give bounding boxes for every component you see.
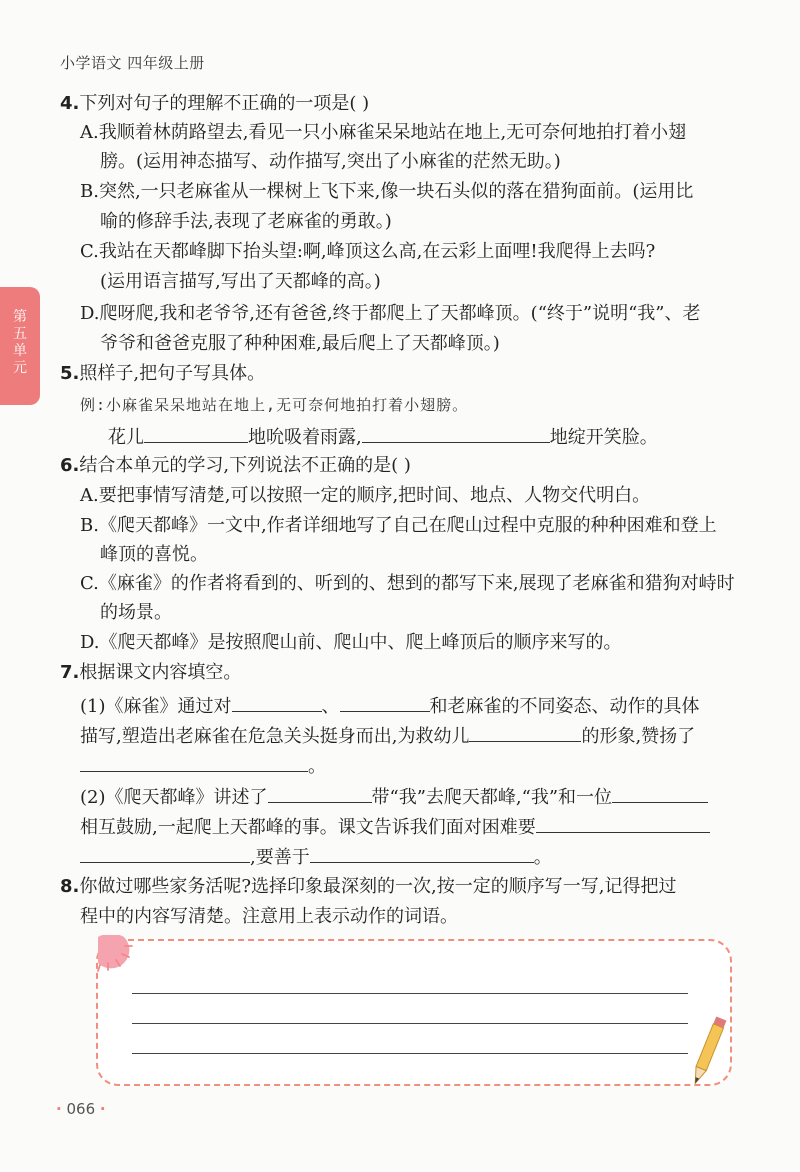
q7-text: 带“我”去爬天都峰,“我”和一位 — [371, 787, 613, 808]
q7-text: ,要善于 — [250, 847, 310, 868]
q7-text: 相互鼓励,一起爬上天都峰的事。课文告诉我们面对困难要 — [80, 817, 536, 838]
question-6-stem — [60, 454, 411, 478]
q7-text: 的形象,赞扬了 — [581, 726, 696, 747]
question-number: 7. — [60, 662, 80, 683]
answer-blank[interactable] — [80, 844, 250, 863]
sun-icon — [96, 935, 136, 975]
q7-text: (2)《爬天都峰》讲述了 — [80, 787, 268, 808]
answer-blank[interactable] — [536, 814, 710, 833]
unit-side-tab-label: 第五单元 — [13, 309, 27, 376]
answer-blank[interactable] — [469, 723, 581, 742]
writing-box[interactable] — [96, 939, 732, 1086]
q4-option-b-line2: 喻的修辞手法,表现了老麻雀的勇敢。) — [100, 211, 392, 232]
question-text: 结合本单元的学习,下列说法不正确的是( ) — [79, 455, 411, 476]
question-7-stem — [60, 661, 241, 685]
question-number: 6. — [60, 455, 80, 476]
q5-part-3: 地绽开笑脸。 — [549, 427, 658, 448]
writing-line[interactable] — [132, 993, 688, 994]
answer-blank[interactable] — [340, 693, 430, 712]
answer-blank[interactable] — [232, 693, 322, 712]
question-number: 5. — [60, 363, 80, 384]
q5-part-1: 花儿 — [108, 427, 144, 448]
answer-blank[interactable] — [612, 784, 708, 803]
writing-line[interactable] — [132, 1023, 688, 1024]
q7-sub2-line1 — [80, 784, 708, 810]
answer-blank[interactable] — [144, 424, 248, 443]
question-8-line2: 程中的内容写清楚。注意用上表示动作的词语。 — [80, 906, 458, 927]
question-text: 下列对句子的理解不正确的一项是( ) — [79, 93, 370, 114]
q7-sub1-line2 — [80, 723, 695, 749]
q7-text: 和老麻雀的不同姿态、动作的具体 — [429, 696, 700, 717]
q7-text: 。 — [533, 847, 552, 868]
q6-option-a: A.要把事情写清楚,可以按照一定的顺序,把时间、地点、人物交代明白。 — [80, 485, 651, 506]
question-text: 照样子,把句子写具体。 — [79, 363, 266, 384]
book-title: 小学语文 四年级上册 — [60, 54, 205, 72]
question-8-line1 — [60, 875, 676, 899]
q7-text: 、 — [321, 696, 340, 717]
answer-blank[interactable] — [310, 844, 534, 863]
q7-text: 。 — [308, 756, 326, 777]
q4-option-c-line2: (运用语言描写,写出了天都峰的高。) — [100, 271, 381, 292]
pencil-icon — [688, 1014, 728, 1092]
q4-option-a-line2: 膀。(运用神态描写、动作描写,突出了小麻雀的茫然无助。) — [100, 151, 561, 172]
q5-fill-sentence — [108, 424, 658, 450]
page-number-text: 066 — [66, 1100, 96, 1118]
q7-text: 描写,塑造出老麻雀在危急关头挺身而出,为救幼儿 — [80, 726, 470, 747]
writing-line[interactable] — [132, 1053, 688, 1054]
q7-text: (1)《麻雀》通过对 — [80, 696, 232, 717]
q6-option-c-line2: 的场景。 — [100, 602, 172, 623]
q7-sub2-line2 — [80, 814, 710, 840]
q4-option-b-line1: B.突然,一只老麻雀从一棵树上飞下来,像一块石头似的落在猎狗面前。(运用比 — [80, 181, 694, 202]
question-number: 4. — [60, 93, 80, 114]
q6-option-b-line2: 峰顶的喜悦。 — [100, 544, 208, 565]
question-number: 8. — [60, 876, 80, 897]
q7-sub1-line1 — [80, 693, 700, 719]
q6-option-d: D.《爬天都峰》是按照爬山前、爬山中、爬上峰顶后的顺序来写的。 — [80, 632, 622, 653]
question-5-stem — [60, 362, 265, 386]
q6-option-c-line1: C.《麻雀》的作者将看到的、听到的、想到的都写下来,展现了老麻雀和猎狗对峙时 — [80, 573, 735, 594]
question-4-stem — [60, 92, 369, 116]
page-number-dot: · — [99, 1100, 106, 1118]
q5-example: 例:小麻雀呆呆地站在地上,无可奈何地拍打着小翅膀。 — [80, 396, 469, 414]
answer-blank[interactable] — [268, 784, 372, 803]
q4-option-d-line2: 爷爷和爸爸克服了种种困难,最后爬上了天都峰顶。) — [100, 333, 500, 354]
question-text: 根据课文内容填空。 — [79, 662, 242, 683]
unit-side-tab — [0, 287, 40, 405]
page-number-dot: · — [56, 1100, 62, 1118]
answer-blank[interactable] — [362, 424, 550, 443]
page-number — [56, 1100, 106, 1118]
q4-option-c-line1: C.我站在天都峰脚下抬头望:啊,峰顶这么高,在云彩上面哩!我爬得上去吗? — [80, 241, 656, 262]
q7-sub1-line3 — [80, 753, 326, 779]
q4-option-d-line1: D.爬呀爬,我和老爷爷,还有爸爸,终于都爬上了天都峰顶。(“终于”说明“我”、老 — [80, 303, 701, 324]
answer-blank[interactable] — [80, 753, 308, 772]
q6-option-b-line1: B.《爬天都峰》一文中,作者详细地写了自己在爬山过程中克服的种种困难和登上 — [80, 515, 717, 536]
q4-option-a-line1: A.我顺着林荫路望去,看见一只小麻雀呆呆地站在地上,无可奈何地拍打着小翅 — [80, 122, 687, 143]
question-text: 你做过哪些家务活呢?选择印象最深刻的一次,按一定的顺序写一写,记得把过 — [79, 876, 677, 897]
q5-part-2: 地吮吸着雨露, — [248, 427, 362, 448]
q7-sub2-line3 — [80, 844, 552, 870]
